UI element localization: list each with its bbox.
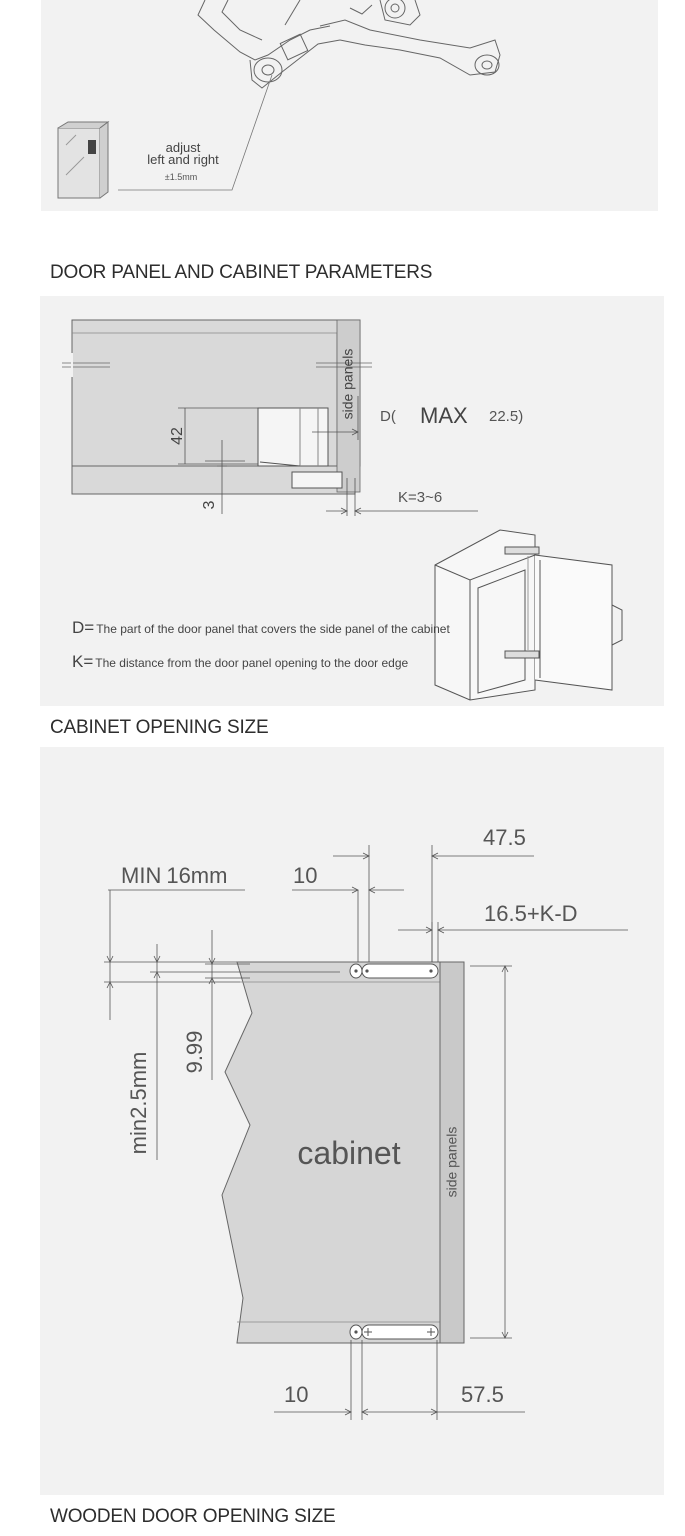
dimension-min2-5-label: min2.5mm xyxy=(125,1051,151,1155)
min-label: MIN xyxy=(121,863,162,888)
k-range-label: K=3~6 xyxy=(398,489,443,506)
dimension-formula-label: 16.5+K-D xyxy=(484,901,578,926)
dimension-10-bottom-label: 10 xyxy=(284,1382,309,1407)
d-value-label: 22.5) xyxy=(489,408,524,425)
dimension-57-5-label: 57.5 xyxy=(461,1382,504,1407)
d-prefix-label: D( xyxy=(380,408,396,425)
dimension-10-top-label: 10 xyxy=(293,863,318,888)
section-heading-wooden-door-opening-size: WOODEN DOOR OPENING SIZE xyxy=(50,1506,336,1527)
definition-d-text: The part of the door panel that covers the side panel of the cabinet xyxy=(96,622,450,636)
section-heading-door-panel-parameters: DOOR PANEL AND CABINET PARAMETERS xyxy=(50,262,433,283)
adjust-direction-label: left and right xyxy=(147,152,219,167)
dimension-9-99-label: 9.99 xyxy=(181,1030,207,1074)
side-panels-label: side panels xyxy=(443,1126,460,1198)
adjust-label: adjust xyxy=(165,140,201,155)
side-panels-label-small: side panels xyxy=(339,348,356,420)
definition-d-letter: D= xyxy=(72,618,95,637)
dimension-42-label: 42 xyxy=(169,427,187,445)
adjust-range-label: ±1.5mm xyxy=(164,172,198,182)
dimension-3-label: 3 xyxy=(201,500,219,510)
d-max-label: MAX xyxy=(420,403,468,428)
svg-text:MIN16mm xyxy=(121,863,227,888)
min-value-label: 16mm xyxy=(166,863,228,888)
cabinet-label: cabinet xyxy=(297,1135,401,1171)
definition-k-text: The distance from the door panel opening to the door edge xyxy=(95,656,409,670)
definition-k-letter: K= xyxy=(72,652,94,671)
dimension-47-5-label: 47.5 xyxy=(483,825,526,850)
section-heading-cabinet-opening-size: CABINET OPENING SIZE xyxy=(50,717,269,738)
